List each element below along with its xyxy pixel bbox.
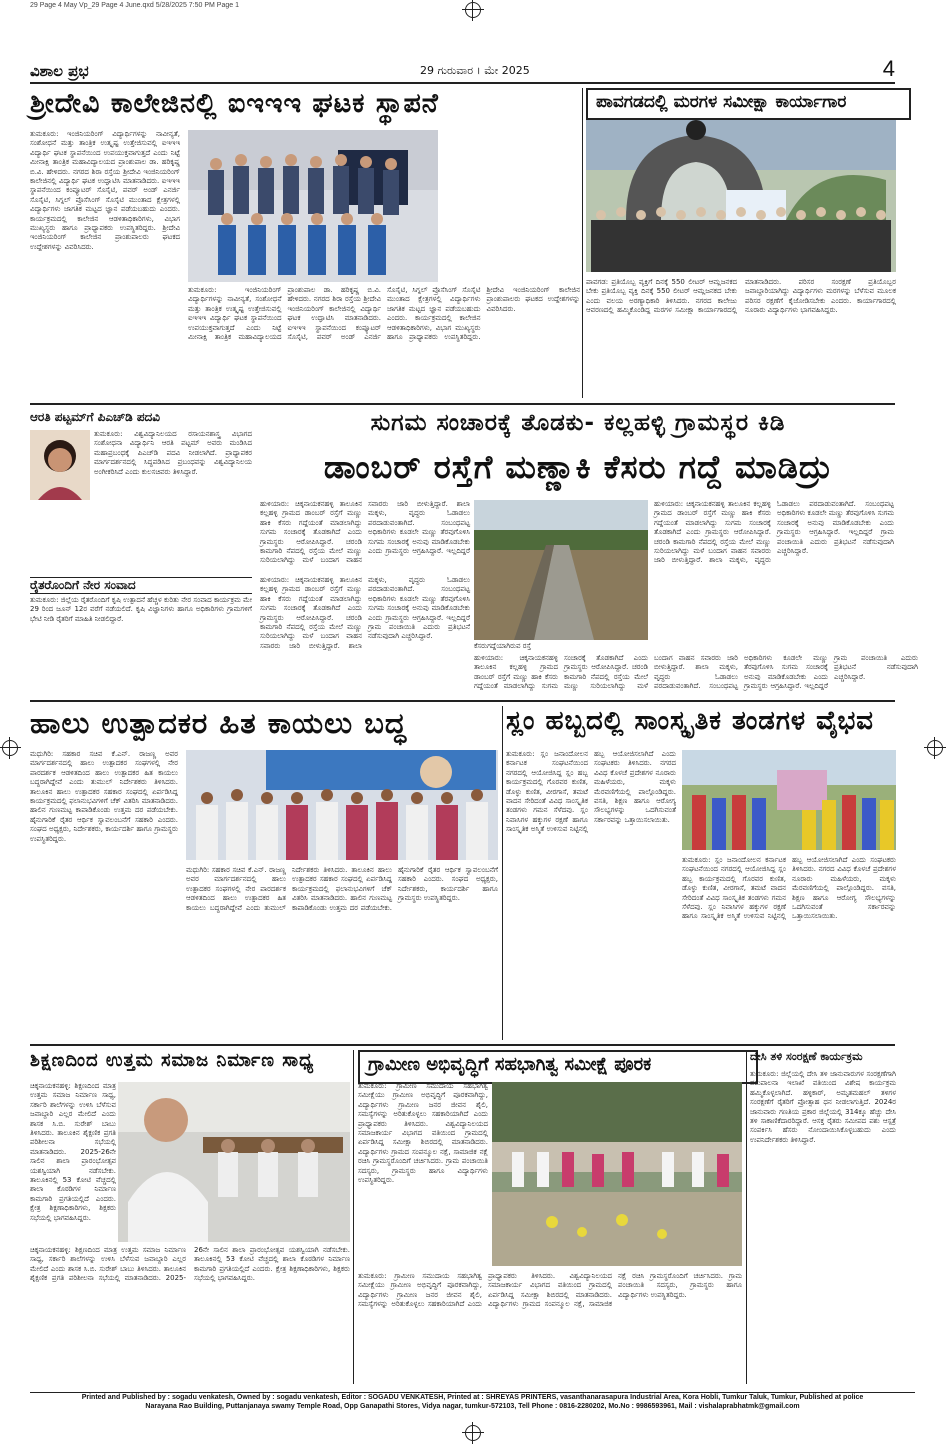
article-5-photo xyxy=(474,500,648,640)
article-10-headline: ದೇಸಿ ತಳಿ ಸಂರಕ್ಷಣೆ ಕಾರ್ಯಕ್ರಮ xyxy=(750,1050,863,1063)
article-6-headline: ಹಾಲು ಉತ್ಪಾದಕರ ಹಿತ ಕಾಯಲು ಬದ್ಧ xyxy=(30,706,407,740)
article-4-body: ತುಮಕೂರು: ಜಿಲ್ಲೆಯ ರೈತರೊಂದಿಗೆ ಕೃಷಿ ಉತ್ಪಾದನೆ ಹೆಚ್ಚಳ ಕುರಿತು ನೇರ ಸಂವಾದ ಕಾರ್ಯಕ್ರಮ ಮೇ 29 ರಿಂದ ಜೂನ್ 12ರ ವರೆಗೆ ನಡೆಯಲಿದೆ. ಕೃಷಿ ವಿಜ್ಞಾನಿಗಳು ಹಾಗೂ ಅಧಿಕಾರಿಗಳು ಗ್ರಾಮಗಳಿಗೆ ಭೇಟಿ ನೀಡಿ ರೈತರಿಗೆ ಮಾಹಿತಿ ನೀಡಲಿದ್ದಾರೆ. xyxy=(30,596,252,623)
article-5-body-bottom: ಹುಳಿಯಾರು: ಚಿಕ್ಕನಾಯಕನಹಳ್ಳಿ ತಾಲೂಕಿನ ಕಲ್ಲಹಳ್ಳಿ ಗ್ರಾಮದ ಡಾಂಬರ್ ರಸ್ತೆಗೆ ಮಣ್ಣು ಹಾಕಿ ಕೆಸರು ಗದ್ದೆಯಂತೆ ಮಾಡಲಾಗಿದ್ದು ಸುಗಮ ಸಂಚಾರಕ್ಕೆ ತೊಡಕಾಗಿದೆ ಎಂದು ಗ್ರಾಮಸ್ಥರು ಆರೋಪಿಸಿದ್ದಾರೆ. ಚರಂಡಿ ಕಾಮಗಾರಿ ನೆಪದಲ್ಲಿ ರಸ್ತೆಯ ಮೇಲೆ ಮಣ್ಣು ಸುರಿಯಲಾಗಿದ್ದು ಮಳೆ ಬಂದಾಗ ವಾಹನ ಸವಾರರು ಜಾರಿ ಬೀಳುತ್ತಿದ್ದಾರೆ. ಶಾಲಾ ಮಕ್ಕಳು, ವೃದ್ಧರು ಓಡಾಡಲು ಪರದಾಡುವಂತಾಗಿದೆ. ಸಂಬಂಧಪಟ್ಟ ಅಧಿಕಾರಿಗಳು ಕೂಡಲೇ ಮಣ್ಣು ತೆರವುಗೊಳಿಸಿ ಸುಗಮ ಸಂಚಾರಕ್ಕೆ ಅನುವು ಮಾಡಿಕೊಡಬೇಕು ಎಂದು ಗ್ರಾಮಸ್ಥರು ಆಗ್ರಹಿಸಿದ್ದಾರೆ. ಇಲ್ಲದಿದ್ದರೆ ಗ್ರಾಮ ಪಂಚಾಯಿತಿ ಎದುರು ಪ್ರತಿಭಟನೆ ನಡೆಸುವುದಾಗಿ ಎಚ್ಚರಿಸಿದ್ದಾರೆ. xyxy=(474,654,918,691)
article-7-body: ತುಮಕೂರು: ಸ್ಲಂ ಜನಾಂದೋಲನ ಕರ್ನಾಟಕ ಸಂಘಟನೆಯಿಂದ ನಗರದಲ್ಲಿ ಆಯೋಜಿಸಿದ್ದ ಸ್ಲಂ ಹಬ್ಬ ಕಾರ್ಯಕ್ರಮದಲ್ಲಿ ಗೊರವರ ಕುಣಿತ, ಡೊಳ್ಳು ಕುಣಿತ, ವೀರಗಾಸೆ, ತಮಟೆ ವಾದನ ಸೇರಿದಂತೆ ವಿವಿಧ ಸಾಂಸ್ಕೃತಿಕ ತಂಡಗಳು ಗಮನ ಸೆಳೆದವು. ಸ್ಲಂ ನಿವಾಸಿಗಳ ಹಕ್ಕುಗಳ ರಕ್ಷಣೆ ಹಾಗೂ ಸಾಂಸ್ಕೃತಿಕ ಅಸ್ಮಿತೆ ಉಳಿಸುವ ನಿಟ್ಟಿನಲ್ಲಿ ಹಬ್ಬ ಆಯೋಜಿಸಲಾಗಿದೆ ಎಂದು ಸಂಘಟಕರು ತಿಳಿಸಿದರು. ನಗರದ ವಿವಿಧ ಕೊಳಚೆ ಪ್ರದೇಶಗಳ ನೂರಾರು ಮಹಿಳೆಯರು, ಮಕ್ಕಳು ಮೆರವಣಿಗೆಯಲ್ಲಿ ಪಾಲ್ಗೊಂಡಿದ್ದರು. ವಸತಿ, ಶಿಕ್ಷಣ ಹಾಗೂ ಆರೋಗ್ಯ ಸೌಲಭ್ಯಗಳನ್ನು ಒದಗಿಸುವಂತೆ ಸರ್ಕಾರವನ್ನು ಒತ್ತಾಯಿಸಲಾಯಿತು. xyxy=(506,750,676,834)
imprint-footer xyxy=(30,1392,915,1415)
article-10-body: ತುಮಕೂರು: ಜಿಲ್ಲೆಯಲ್ಲಿ ದೇಸಿ ತಳಿ ಜಾನುವಾರುಗಳ ಸಂರಕ್ಷಣೆಗಾಗಿ ಪಶುಪಾಲನಾ ಇಲಾಖೆ ವತಿಯಿಂದ ವಿಶೇಷ ಕಾರ್ಯಕ್ರಮ ಹಮ್ಮಿಕೊಳ್ಳಲಾಗಿದೆ. ಹಳ್ಳಿಕಾರ್, ಅಮೃತಮಹಲ್ ತಳಿಗಳ ಸಂರಕ್ಷಣೆಗೆ ರೈತರಿಗೆ ಪ್ರೋತ್ಸಾಹ ಧನ ನೀಡಲಾಗುತ್ತಿದೆ. 2024ರ ಜಾನುವಾರು ಗಣತಿಯ ಪ್ರಕಾರ ಜಿಲ್ಲೆಯಲ್ಲಿ 314ಕ್ಕೂ ಹೆಚ್ಚು ದೇಸಿ ತಳಿ ಸಾಕಾಣಿಕೆದಾರರಿದ್ದಾರೆ. ಆಸಕ್ತ ರೈತರು ಸಮೀಪದ ಪಶು ಆಸ್ಪತ್ರೆ ಸಂಪರ್ಕಿಸಿ ಹೆಸರು ನೋಂದಾಯಿಸಿಕೊಳ್ಳಬಹುದು ಎಂದು ಉಪನಿರ್ದೇಶಕರು ತಿಳಿಸಿದ್ದಾರೆ. xyxy=(750,1070,896,1144)
registration-mark-left xyxy=(2,740,18,756)
section-rule xyxy=(30,700,895,702)
article-1-body: ತುಮಕೂರು: ಇಂಜಿನಿಯರಿಂಗ್ ವಿದ್ಯಾರ್ಥಿಗಳನ್ನು ನಾವೀನ್ಯತೆ, ಸಂಶೋಧನೆ ಮತ್ತು ತಾಂತ್ರಿಕ ಉತ್ಕೃಷ್ಟ ಉತ್ತೇಜಿಸುವಲ್ಲಿ ಐಇಇಇ ವಿದ್ಯಾರ್ಥಿ ಘಟಕ ಸ್ಥಾಪನೆಯಿಂದ ಉಪಯುಕ್ತವಾಗುತ್ತದೆ ಎಂದು ನಿಟ್ಟೆ ಮೀನಾಕ್ಷಿ ತಾಂತ್ರಿಕ ಮಹಾವಿದ್ಯಾಲಯದ ಪ್ರಾಂಶುಪಾಲ ಡಾ. ಹರಿಕೃಷ್ಣ ಬಿ.ವಿ. ಹೇಳಿದರು. ನಗರದ ಶಿರಾ ರಸ್ತೆಯ ಶ್ರೀದೇವಿ ಇಂಜಿನಿಯರಿಂಗ್ ಕಾಲೇಜಿನಲ್ಲಿ ವಿದ್ಯಾರ್ಥಿ ಘಟಕ ಉದ್ಘಾಟಿಸಿ ಮಾತನಾಡಿದರು. ಐಇಇಇ ಸ್ಥಾಪನೆಯಿಂದ ಕಂಪ್ಯೂಟರ್ ಸೊಸೈಟಿ, ಪವರ್ ಅಂಡ್ ಎನರ್ಜಿ ಸೊಸೈಟಿ, ಸಿಗ್ನಲ್ ಪ್ರೊಸೆಸಿಂಗ್ ಸೊಸೈಟಿ ಮುಂತಾದ ಕ್ಷೇತ್ರಗಳಲ್ಲಿ ವಿದ್ಯಾರ್ಥಿಗಳು ಜಾಗತಿಕ ಮಟ್ಟದ ಜ್ಞಾನ ಪಡೆಯಬಹುದು ಎಂದರು. ಕಾರ್ಯಕ್ರಮದಲ್ಲಿ ಕಾಲೇಜಿನ ಆಡಳಿತಾಧಿಕಾರಿಗಳು, ವಿಭಾಗ ಮುಖ್ಯಸ್ಥರು ಹಾಗೂ ಪ್ರಾಧ್ಯಾಪಕರು ಉಪಸ್ಥಿತರಿದ್ದರು. ಶ್ರೀದೇವಿ ಇಂಜಿನಿಯರಿಂಗ್ ಕಾಲೇಜಿನ ಪ್ರಾಂಶುಪಾಲರು ಘಟಕದ ಉದ್ದೇಶಗಳನ್ನು ವಿವರಿಸಿದರು. xyxy=(30,130,180,251)
page-number: 4 xyxy=(882,56,895,81)
article-3-headline: ಆರತಿ ಪಟ್ಟಮ್‌ಗೆ ಪಿಎಚ್‌ಡಿ ಪದವಿ xyxy=(30,410,161,424)
issue-date: 29 ಗುರುವಾರ । ಮೇ 2025 xyxy=(420,64,530,77)
masthead xyxy=(30,56,895,84)
meeting-photo-icon xyxy=(186,750,498,860)
speaker-photo-icon xyxy=(118,1082,350,1242)
section-rule xyxy=(30,1044,895,1046)
article-6-body-continued: ಮಧುಗಿರಿ: ಸಹಕಾರ ಸಚಿವ ಕೆ.ಎನ್. ರಾಜಣ್ಣ ಅವರ ಮಾರ್ಗದರ್ಶನದಲ್ಲಿ ಹಾಲು ಉತ್ಪಾದಕರ ಸಂಘಗಳಲ್ಲಿ ನೇರ ಪಾರದರ್ಶಕ ಆಡಳಿತದಿಂದ ಹಾಲು ಉತ್ಪಾದಕರ ಹಿತ ಕಾಯಲು ಬದ್ಧರಾಗಿದ್ದೇವೆ ಎಂದು ತುಮುಲ್ ನಿರ್ದೇಶಕರು ತಿಳಿಸಿದರು. ತಾಲೂಕಿನ ಹಾಲು ಉತ್ಪಾದಕರ ಸಹಕಾರ ಸಂಘದಲ್ಲಿ ಏರ್ಪಡಿಸಿದ್ದ ಕಾರ್ಯಕ್ರಮದಲ್ಲಿ ಫಲಾನುಭವಿಗಳಿಗೆ ಚೆಕ್ ವಿತರಿಸಿ ಮಾತನಾಡಿದರು. ಹಾಲಿನ ಗುಣಮಟ್ಟ ಕಾಪಾಡಿಕೊಂಡು ಉತ್ತಮ ದರ ಪಡೆಯಬೇಕು. ಹೈನುಗಾರಿಕೆ ರೈತರ ಆರ್ಥಿಕ ಸ್ವಾವಲಂಬನೆಗೆ ಸಹಕಾರಿ ಎಂದರು. ಸಂಘದ ಅಧ್ಯಕ್ಷರು, ನಿರ್ದೇಶಕರು, ಕಾರ್ಯದರ್ಶಿ ಹಾಗೂ ಗ್ರಾಮಸ್ಥರು ಉಪಸ್ಥಿತರಿದ್ದರು. xyxy=(186,866,498,912)
article-5-caption: ಕೆಸರುಗದ್ದೆಯಾಗಿರುವ ರಸ್ತೆ xyxy=(474,642,532,650)
article-8-body-continued: ಚಿಕ್ಕನಾಯಕನಹಳ್ಳಿ: ಶಿಕ್ಷಣದಿಂದ ಮಾತ್ರ ಉತ್ತಮ ಸಮಾಜ ನಿರ್ಮಾಣ ಸಾಧ್ಯ, ಸರ್ಕಾರಿ ಶಾಲೆಗಳನ್ನು ಉಳಿಸಿ ಬೆಳೆಸುವ ಜವಾಬ್ದಾರಿ ಎಲ್ಲರ ಮೇಲಿದೆ ಎಂದು ಶಾಸಕ ಸಿ.ಬಿ. ಸುರೇಶ್ ಬಾಬು ತಿಳಿಸಿದರು. ತಾಲೂಕಿನ ಶೈಕ್ಷಣಿಕ ಪ್ರಗತಿ ಪರಿಶೀಲನಾ ಸಭೆಯಲ್ಲಿ ಮಾತನಾಡಿದರು. 2025-26ನೇ ಸಾಲಿನ ಶಾಲಾ ಪ್ರಾರಂಭೋತ್ಸವ ಯಶಸ್ವಿಯಾಗಿ ನಡೆಸಬೇಕು. ತಾಲೂಕಿನಲ್ಲಿ 53 ಕೋಟಿ ವೆಚ್ಚದಲ್ಲಿ ಶಾಲಾ ಕೊಠಡಿಗಳ ನಿರ್ಮಾಣ ಕಾಮಗಾರಿ ಪ್ರಗತಿಯಲ್ಲಿದೆ ಎಂದರು. ಕ್ಷೇತ್ರ ಶಿಕ್ಷಣಾಧಿಕಾರಿಗಳು, ಶಿಕ್ಷಕರು ಸಭೆಯಲ್ಲಿ ಭಾಗವಹಿಸಿದ್ದರು. xyxy=(30,1246,350,1283)
article-8-body: ಚಿಕ್ಕನಾಯಕನಹಳ್ಳಿ: ಶಿಕ್ಷಣದಿಂದ ಮಾತ್ರ ಉತ್ತಮ ಸಮಾಜ ನಿರ್ಮಾಣ ಸಾಧ್ಯ, ಸರ್ಕಾರಿ ಶಾಲೆಗಳನ್ನು ಉಳಿಸಿ ಬೆಳೆಸುವ ಜವಾಬ್ದಾರಿ ಎಲ್ಲರ ಮೇಲಿದೆ ಎಂದು ಶಾಸಕ ಸಿ.ಬಿ. ಸುರೇಶ್ ಬಾಬು ತಿಳಿಸಿದರು. ತಾಲೂಕಿನ ಶೈಕ್ಷಣಿಕ ಪ್ರಗತಿ ಪರಿಶೀಲನಾ ಸಭೆಯಲ್ಲಿ ಮಾತನಾಡಿದರು. 2025-26ನೇ ಸಾಲಿನ ಶಾಲಾ ಪ್ರಾರಂಭೋತ್ಸವ ಯಶಸ್ವಿಯಾಗಿ ನಡೆಸಬೇಕು. ತಾಲೂಕಿನಲ್ಲಿ 53 ಕೋಟಿ ವೆಚ್ಚದಲ್ಲಿ ಶಾಲಾ ಕೊಠಡಿಗಳ ನಿರ್ಮಾಣ ಕಾಮಗಾರಿ ಪ್ರಗತಿಯಲ್ಲಿದೆ ಎಂದರು. ಕ್ಷೇತ್ರ ಶಿಕ್ಷಣಾಧಿಕಾರಿಗಳು, ಶಿಕ್ಷಕರು ಸಭೆಯಲ್ಲಿ ಭಾಗವಹಿಸಿದ್ದರು. xyxy=(30,1082,116,1222)
article-9-body-continued: ತುಮಕೂರು: ಗ್ರಾಮೀಣ ಸಮುದಾಯ ಸಹಭಾಗಿತ್ವ ಸಮೀಕ್ಷೆಯು ಗ್ರಾಮೀಣ ಅಭಿವೃದ್ಧಿಗೆ ಪೂರಕವಾಗಿದ್ದು, ವಿದ್ಯಾರ್ಥಿಗಳು ಗ್ರಾಮೀಣ ಜನರ ಜೀವನ ಶೈಲಿ, ಸಮಸ್ಯೆಗಳನ್ನು ಅರಿತುಕೊಳ್ಳಲು ಸಹಕಾರಿಯಾಗಿದೆ ಎಂದು ಪ್ರಾಧ್ಯಾಪಕರು ತಿಳಿಸಿದರು. ವಿಶ್ವವಿದ್ಯಾನಿಲಯದ ಸಮಾಜಕಾರ್ಯ ವಿಭಾಗದ ವತಿಯಿಂದ ಗ್ರಾಮದಲ್ಲಿ ಏರ್ಪಡಿಸಿದ್ದ ಸಮೀಕ್ಷಾ ಶಿಬಿರದಲ್ಲಿ ಮಾತನಾಡಿದರು. ವಿದ್ಯಾರ್ಥಿಗಳು ಗ್ರಾಮದ ಸಂಪನ್ಮೂಲ ನಕ್ಷೆ, ಸಾಮಾಜಿಕ ನಕ್ಷೆ ರಚಿಸಿ ಗ್ರಾಮಸ್ಥರೊಂದಿಗೆ ಚರ್ಚಿಸಿದರು. ಗ್ರಾಮ ಪಂಚಾಯಿತಿ ಸದಸ್ಯರು, ಗ್ರಾಮಸ್ಥರು ಹಾಗೂ ವಿದ್ಯಾರ್ಥಿಗಳು ಉಪಸ್ಥಿತರಿದ್ದರು. xyxy=(358,1272,742,1309)
article-7-photo xyxy=(682,750,896,850)
section-rule xyxy=(30,403,895,405)
article-8-headline: ಶಿಕ್ಷಣದಿಂದ ಉತ್ತಮ ಸಮಾಜ ನಿರ್ಮಾಣ ಸಾಧ್ಯ xyxy=(30,1050,315,1071)
registration-mark-bottom xyxy=(465,1425,481,1441)
column-divider xyxy=(502,706,503,1040)
article-1-photo xyxy=(188,130,438,282)
article-8-photo xyxy=(118,1082,350,1242)
festival-photo-icon xyxy=(682,750,896,850)
article-3-body: ತುಮಕೂರು: ವಿಶ್ವವಿದ್ಯಾನಿಲಯದ ರಸಾಯನಶಾಸ್ತ್ರ ವಿಭಾಗದ ಸಂಶೋಧನಾ ವಿದ್ಯಾರ್ಥಿನಿ ಆರತಿ ಪಟ್ಟಮ್ ಅವರು ಮಂಡಿಸಿದ ಮಹಾಪ್ರಬಂಧಕ್ಕೆ ಪಿಎಚ್‌ಡಿ ಪದವಿ ನೀಡಲಾಗಿದೆ. ಪ್ರಾಧ್ಯಾಪಕರ ಮಾರ್ಗದರ್ಶನದಲ್ಲಿ ಸಿದ್ಧಪಡಿಸಿದ ಪ್ರಬಂಧವನ್ನು ವಿಶ್ವವಿದ್ಯಾನಿಲಯ ಅಂಗೀಕರಿಸಿದೆ ಎಂದು ಕುಲಸಚಿವರು ತಿಳಿಸಿದ್ದಾರೆ. xyxy=(94,430,252,476)
imprint-line-1: Printed and Published by : sogadu venkatesh, Owned by : sogadu venkatesh, Editor : SOGADU VENKATESH, Printed at : SHREYAS PRINTERS, vasanthanarasapura Industrial Area, Kora Hobli, Tumkur Taluk, Tumkur, Published at police xyxy=(81,1394,864,1401)
village-photo-icon xyxy=(492,1082,742,1266)
article-5-body: ಹುಳಿಯಾರು: ಚಿಕ್ಕನಾಯಕನಹಳ್ಳಿ ತಾಲೂಕಿನ ಕಲ್ಲಹಳ್ಳಿ ಗ್ರಾಮದ ಡಾಂಬರ್ ರಸ್ತೆಗೆ ಮಣ್ಣು ಹಾಕಿ ಕೆಸರು ಗದ್ದೆಯಂತೆ ಮಾಡಲಾಗಿದ್ದು ಸುಗಮ ಸಂಚಾರಕ್ಕೆ ತೊಡಕಾಗಿದೆ ಎಂದು ಗ್ರಾಮಸ್ಥರು ಆರೋಪಿಸಿದ್ದಾರೆ. ಚರಂಡಿ ಕಾಮಗಾರಿ ನೆಪದಲ್ಲಿ ರಸ್ತೆಯ ಮೇಲೆ ಮಣ್ಣು ಸುರಿಯಲಾಗಿದ್ದು ಮಳೆ ಬಂದಾಗ ವಾಹನ ಸವಾರರು ಜಾರಿ ಬೀಳುತ್ತಿದ್ದಾರೆ. ಶಾಲಾ ಮಕ್ಕಳು, ವೃದ್ಧರು ಓಡಾಡಲು ಪರದಾಡುವಂತಾಗಿದೆ. ಸಂಬಂಧಪಟ್ಟ ಅಧಿಕಾರಿಗಳು ಕೂಡಲೇ ಮಣ್ಣು ತೆರವುಗೊಳಿಸಿ ಸುಗಮ ಸಂಚಾರಕ್ಕೆ ಅನುವು ಮಾಡಿಕೊಡಬೇಕು ಎಂದು ಗ್ರಾಮಸ್ಥರು ಆಗ್ರಹಿಸಿದ್ದಾರೆ. ಇಲ್ಲದಿದ್ದರೆ xyxy=(260,500,470,565)
newspaper-name: ವಿಶಾಲ ಪ್ರಭ xyxy=(30,62,89,80)
crowd-photo-icon xyxy=(586,120,896,272)
article-5-kicker: ಸುಗಮ ಸಂಚಾರಕ್ಕೆ ತೊಡಕು- ಕಲ್ಲಹಳ್ಳಿ ಗ್ರಾಮಸ್ಥರ ಕಿಡಿ xyxy=(370,410,786,436)
muddy-road-icon xyxy=(474,500,648,640)
imprint-line-2: Narayana Rao Building, Puttanjanaya swamy Temple Road, Opp Ganapathi Stores, Vidya nagar, tumkur-572103, Tell Phone : 0816-2280202, Mo.No : 9986593961, Mail : vishalaprabhatmk@gmail.com xyxy=(145,1403,800,1410)
article-7-body-continued: ತುಮಕೂರು: ಸ್ಲಂ ಜನಾಂದೋಲನ ಕರ್ನಾಟಕ ಸಂಘಟನೆಯಿಂದ ನಗರದಲ್ಲಿ ಆಯೋಜಿಸಿದ್ದ ಸ್ಲಂ ಹಬ್ಬ ಕಾರ್ಯಕ್ರಮದಲ್ಲಿ ಗೊರವರ ಕುಣಿತ, ಡೊಳ್ಳು ಕುಣಿತ, ವೀರಗಾಸೆ, ತಮಟೆ ವಾದನ ಸೇರಿದಂತೆ ವಿವಿಧ ಸಾಂಸ್ಕೃತಿಕ ತಂಡಗಳು ಗಮನ ಸೆಳೆದವು. ಸ್ಲಂ ನಿವಾಸಿಗಳ ಹಕ್ಕುಗಳ ರಕ್ಷಣೆ ಹಾಗೂ ಸಾಂಸ್ಕೃತಿಕ ಅಸ್ಮಿತೆ ಉಳಿಸುವ ನಿಟ್ಟಿನಲ್ಲಿ ಹಬ್ಬ ಆಯೋಜಿಸಲಾಗಿದೆ ಎಂದು ಸಂಘಟಕರು ತಿಳಿಸಿದರು. ನಗರದ ವಿವಿಧ ಕೊಳಚೆ ಪ್ರದೇಶಗಳ ನೂರಾರು ಮಹಿಳೆಯರು, ಮಕ್ಕಳು ಮೆರವಣಿಗೆಯಲ್ಲಿ ಪಾಲ್ಗೊಂಡಿದ್ದರು. ವಸತಿ, ಶಿಕ್ಷಣ ಹಾಗೂ ಆರೋಗ್ಯ ಸೌಲಭ್ಯಗಳನ್ನು ಒದಗಿಸುವಂತೆ ಸರ್ಕಾರವನ್ನು ಒತ್ತಾಯಿಸಲಾಯಿತು. xyxy=(682,856,896,921)
article-5-body-right: ಹುಳಿಯಾರು: ಚಿಕ್ಕನಾಯಕನಹಳ್ಳಿ ತಾಲೂಕಿನ ಕಲ್ಲಹಳ್ಳಿ ಗ್ರಾಮದ ಡಾಂಬರ್ ರಸ್ತೆಗೆ ಮಣ್ಣು ಹಾಕಿ ಕೆಸರು ಗದ್ದೆಯಂತೆ ಮಾಡಲಾಗಿದ್ದು ಸುಗಮ ಸಂಚಾರಕ್ಕೆ ತೊಡಕಾಗಿದೆ ಎಂದು ಗ್ರಾಮಸ್ಥರು ಆರೋಪಿಸಿದ್ದಾರೆ. ಚರಂಡಿ ಕಾಮಗಾರಿ ನೆಪದಲ್ಲಿ ರಸ್ತೆಯ ಮೇಲೆ ಮಣ್ಣು ಸುರಿಯಲಾಗಿದ್ದು ಮಳೆ ಬಂದಾಗ ವಾಹನ ಸವಾರರು ಜಾರಿ ಬೀಳುತ್ತಿದ್ದಾರೆ. ಶಾಲಾ ಮಕ್ಕಳು, ವೃದ್ಧರು ಓಡಾಡಲು ಪರದಾಡುವಂತಾಗಿದೆ. ಸಂಬಂಧಪಟ್ಟ ಅಧಿಕಾರಿಗಳು ಕೂಡಲೇ ಮಣ್ಣು ತೆರವುಗೊಳಿಸಿ ಸುಗಮ ಸಂಚಾರಕ್ಕೆ ಅನುವು ಮಾಡಿಕೊಡಬೇಕು ಎಂದು ಗ್ರಾಮಸ್ಥರು ಆಗ್ರಹಿಸಿದ್ದಾರೆ. ಇಲ್ಲದಿದ್ದರೆ ಗ್ರಾಮ ಪಂಚಾಯಿತಿ ಎದುರು ಪ್ರತಿಭಟನೆ ನಡೆಸುವುದಾಗಿ ಎಚ್ಚರಿಸಿದ್ದಾರೆ. xyxy=(654,500,894,565)
article-6-body: ಮಧುಗಿರಿ: ಸಹಕಾರ ಸಚಿವ ಕೆ.ಎನ್. ರಾಜಣ್ಣ ಅವರ ಮಾರ್ಗದರ್ಶನದಲ್ಲಿ ಹಾಲು ಉತ್ಪಾದಕರ ಸಂಘಗಳಲ್ಲಿ ನೇರ ಪಾರದರ್ಶಕ ಆಡಳಿತದಿಂದ ಹಾಲು ಉತ್ಪಾದಕರ ಹಿತ ಕಾಯಲು ಬದ್ಧರಾಗಿದ್ದೇವೆ ಎಂದು ತುಮುಲ್ ನಿರ್ದೇಶಕರು ತಿಳಿಸಿದರು. ತಾಲೂಕಿನ ಹಾಲು ಉತ್ಪಾದಕರ ಸಹಕಾರ ಸಂಘದಲ್ಲಿ ಏರ್ಪಡಿಸಿದ್ದ ಕಾರ್ಯಕ್ರಮದಲ್ಲಿ ಫಲಾನುಭವಿಗಳಿಗೆ ಚೆಕ್ ವಿತರಿಸಿ ಮಾತನಾಡಿದರು. ಹಾಲಿನ ಗುಣಮಟ್ಟ ಕಾಪಾಡಿಕೊಂಡು ಉತ್ತಮ ದರ ಪಡೆಯಬೇಕು. ಹೈನುಗಾರಿಕೆ ರೈತರ ಆರ್ಥಿಕ ಸ್ವಾವಲಂಬನೆಗೆ ಸಹಕಾರಿ ಎಂದರು. ಸಂಘದ ಅಧ್ಯಕ್ಷರು, ನಿರ್ದೇಶಕರು, ಕಾರ್ಯದರ್ಶಿ ಹಾಗೂ ಗ್ರಾಮಸ್ಥರು ಉಪಸ್ಥಿತರಿದ್ದರು. xyxy=(30,750,178,843)
article-6-photo xyxy=(186,750,498,860)
article-2-body: ಪಾವಗಡ: ಪ್ರತಿಯೊಬ್ಬ ವ್ಯಕ್ತಿಗೆ ದಿನಕ್ಕೆ 550 ಲೀಟರ್ ಆಮ್ಲಜನಕದ ಬೇಕು ಪ್ರತಿಯೊಬ್ಬ ವ್ಯಕ್ತಿ ದಿನಕ್ಕೆ 550 ಲೀಟರ್ ಆಮ್ಲಜನಕದ ಬೇಕು ಎಂದು ವಲಯ ಅರಣ್ಯಾಧಿಕಾರಿ ತಿಳಿಸಿದರು. ನಗರದ ಕಾಲೇಜು ಆವರಣದಲ್ಲಿ ಹಮ್ಮಿಕೊಂಡಿದ್ದ ಮರಗಳ ಸಮೀಕ್ಷಾ ಕಾರ್ಯಾಗಾರದಲ್ಲಿ ಮಾತನಾಡಿದರು. ಪರಿಸರ ಸಂರಕ್ಷಣೆ ಪ್ರತಿಯೊಬ್ಬರ ಜವಾಬ್ದಾರಿಯಾಗಿದ್ದು ವಿದ್ಯಾರ್ಥಿಗಳು ಮರಗಳನ್ನು ಬೆಳೆಸುವ ಮೂಲಕ ಪರಿಸರ ರಕ್ಷಣೆಗೆ ಕೈಜೋಡಿಸಬೇಕು ಎಂದರು. ಕಾರ್ಯಾಗಾರದಲ್ಲಿ ನೂರಾರು ವಿದ್ಯಾರ್ಥಿಗಳು ಭಾಗವಹಿಸಿದ್ದರು. xyxy=(586,278,896,315)
article-3-portrait xyxy=(30,430,90,500)
article-7-headline: ಸ್ಲಂ ಹಬ್ಬದಲ್ಲಿ ಸಾಂಸ್ಕೃತಿಕ ತಂಡಗಳ ವೈಭವ xyxy=(506,706,874,736)
column-divider xyxy=(746,1050,747,1384)
article-4-headline: ರೈತರೊಂದಿಗೆ ನೇರ ಸಂವಾದ xyxy=(30,577,252,594)
article-1-body-continued: ತುಮಕೂರು: ಇಂಜಿನಿಯರಿಂಗ್ ವಿದ್ಯಾರ್ಥಿಗಳನ್ನು ನಾವೀನ್ಯತೆ, ಸಂಶೋಧನೆ ಮತ್ತು ತಾಂತ್ರಿಕ ಉತ್ಕೃಷ್ಟ ಉತ್ತೇಜಿಸುವಲ್ಲಿ ಐಇಇಇ ವಿದ್ಯಾರ್ಥಿ ಘಟಕ ಸ್ಥಾಪನೆಯಿಂದ ಉಪಯುಕ್ತವಾಗುತ್ತದೆ ಎಂದು ನಿಟ್ಟೆ ಮೀನಾಕ್ಷಿ ತಾಂತ್ರಿಕ ಮಹಾವಿದ್ಯಾಲಯದ ಪ್ರಾಂಶುಪಾಲ ಡಾ. ಹರಿಕೃಷ್ಣ ಬಿ.ವಿ. ಹೇಳಿದರು. ನಗರದ ಶಿರಾ ರಸ್ತೆಯ ಶ್ರೀದೇವಿ ಇಂಜಿನಿಯರಿಂಗ್ ಕಾಲೇಜಿನಲ್ಲಿ ವಿದ್ಯಾರ್ಥಿ ಘಟಕ ಉದ್ಘಾಟಿಸಿ ಮಾತನಾಡಿದರು. ಐಇಇಇ ಸ್ಥಾಪನೆಯಿಂದ ಕಂಪ್ಯೂಟರ್ ಸೊಸೈಟಿ, ಪವರ್ ಅಂಡ್ ಎನರ್ಜಿ ಸೊಸೈಟಿ, ಸಿಗ್ನಲ್ ಪ್ರೊಸೆಸಿಂಗ್ ಸೊಸೈಟಿ ಮುಂತಾದ ಕ್ಷೇತ್ರಗಳಲ್ಲಿ ವಿದ್ಯಾರ್ಥಿಗಳು ಜಾಗತಿಕ ಮಟ್ಟದ ಜ್ಞಾನ ಪಡೆಯಬಹುದು ಎಂದರು. ಕಾರ್ಯಕ್ರಮದಲ್ಲಿ ಕಾಲೇಜಿನ ಆಡಳಿತಾಧಿಕಾರಿಗಳು, ವಿಭಾಗ ಮುಖ್ಯಸ್ಥರು ಹಾಗೂ ಪ್ರಾಧ್ಯಾಪಕರು ಉಪಸ್ಥಿತರಿದ್ದರು. ಶ್ರೀದೇವಿ ಇಂಜಿನಿಯರಿಂಗ್ ಕಾಲೇಜಿನ ಪ್ರಾಂಶುಪಾಲರು ಘಟಕದ ಉದ್ದೇಶಗಳನ್ನು ವಿವರಿಸಿದರು. xyxy=(188,286,580,342)
article-9-photo xyxy=(492,1082,742,1266)
article-9-headline: ಗ್ರಾಮೀಣ ಅಭಿವೃದ್ಧಿಗೆ ಸಹಭಾಗಿತ್ವ ಸಮೀಕ್ಷೆ ಪೂರಕ xyxy=(358,1050,758,1084)
registration-mark-top xyxy=(465,2,481,18)
print-info: 29 Page 4 May Vp_29 Page 4 June.qxd 5/28/2025 7:50 PM Page 1 xyxy=(30,2,239,9)
portrait-icon xyxy=(30,430,90,500)
article-9-body: ತುಮಕೂರು: ಗ್ರಾಮೀಣ ಸಮುದಾಯ ಸಹಭಾಗಿತ್ವ ಸಮೀಕ್ಷೆಯು ಗ್ರಾಮೀಣ ಅಭಿವೃದ್ಧಿಗೆ ಪೂರಕವಾಗಿದ್ದು, ವಿದ್ಯಾರ್ಥಿಗಳು ಗ್ರಾಮೀಣ ಜನರ ಜೀವನ ಶೈಲಿ, ಸಮಸ್ಯೆಗಳನ್ನು ಅರಿತುಕೊಳ್ಳಲು ಸಹಕಾರಿಯಾಗಿದೆ ಎಂದು ಪ್ರಾಧ್ಯಾಪಕರು ತಿಳಿಸಿದರು. ವಿಶ್ವವಿದ್ಯಾನಿಲಯದ ಸಮಾಜಕಾರ್ಯ ವಿಭಾಗದ ವತಿಯಿಂದ ಗ್ರಾಮದಲ್ಲಿ ಏರ್ಪಡಿಸಿದ್ದ ಸಮೀಕ್ಷಾ ಶಿಬಿರದಲ್ಲಿ ಮಾತನಾಡಿದರು. ವಿದ್ಯಾರ್ಥಿಗಳು ಗ್ರಾಮದ ಸಂಪನ್ಮೂಲ ನಕ್ಷೆ, ಸಾಮಾಜಿಕ ನಕ್ಷೆ ರಚಿಸಿ ಗ್ರಾಮಸ್ಥರೊಂದಿಗೆ ಚರ್ಚಿಸಿದರು. ಗ್ರಾಮ ಪಂಚಾಯಿತಿ ಸದಸ್ಯರು, ಗ್ರಾಮಸ್ಥರು ಹಾಗೂ ವಿದ್ಯಾರ್ಥಿಗಳು ಉಪಸ್ಥಿತರಿದ್ದರು. xyxy=(358,1082,488,1185)
article-1-headline: ಶ್ರೀದೇವಿ ಕಾಲೇಜಿನಲ್ಲಿ ಐಇಇಇ ಘಟಕ ಸ್ಥಾಪನೆ xyxy=(30,88,439,119)
registration-mark-right xyxy=(927,740,943,756)
column-divider xyxy=(582,88,583,398)
article-2-headline: ಪಾವಗಡದಲ್ಲಿ ಮರಗಳ ಸಮೀಕ್ಷಾ ಕಾರ್ಯಾಗಾರ xyxy=(586,88,911,120)
article-2-photo xyxy=(586,120,896,272)
column-divider xyxy=(353,1050,354,1384)
group-photo-icon xyxy=(188,130,438,282)
article-5-headline: ಡಾಂಬರ್ ರಸ್ತೆಗೆ ಮಣ್ಣಾಕಿ ಕೆಸರು ಗದ್ದೆ ಮಾಡಿದ್ರು xyxy=(323,448,833,486)
article-5-body-lower: ಹುಳಿಯಾರು: ಚಿಕ್ಕನಾಯಕನಹಳ್ಳಿ ತಾಲೂಕಿನ ಕಲ್ಲಹಳ್ಳಿ ಗ್ರಾಮದ ಡಾಂಬರ್ ರಸ್ತೆಗೆ ಮಣ್ಣು ಹಾಕಿ ಕೆಸರು ಗದ್ದೆಯಂತೆ ಮಾಡಲಾಗಿದ್ದು ಸುಗಮ ಸಂಚಾರಕ್ಕೆ ತೊಡಕಾಗಿದೆ ಎಂದು ಗ್ರಾಮಸ್ಥರು ಆರೋಪಿಸಿದ್ದಾರೆ. ಚರಂಡಿ ಕಾಮಗಾರಿ ನೆಪದಲ್ಲಿ ರಸ್ತೆಯ ಮೇಲೆ ಮಣ್ಣು ಸುರಿಯಲಾಗಿದ್ದು ಮಳೆ ಬಂದಾಗ ವಾಹನ ಸವಾರರು ಜಾರಿ ಬೀಳುತ್ತಿದ್ದಾರೆ. ಶಾಲಾ ಮಕ್ಕಳು, ವೃದ್ಧರು ಓಡಾಡಲು ಪರದಾಡುವಂತಾಗಿದೆ. ಸಂಬಂಧಪಟ್ಟ ಅಧಿಕಾರಿಗಳು ಕೂಡಲೇ ಮಣ್ಣು ತೆರವುಗೊಳಿಸಿ ಸುಗಮ ಸಂಚಾರಕ್ಕೆ ಅನುವು ಮಾಡಿಕೊಡಬೇಕು ಎಂದು ಗ್ರಾಮಸ್ಥರು ಆಗ್ರಹಿಸಿದ್ದಾರೆ. ಇಲ್ಲದಿದ್ದರೆ ಗ್ರಾಮ ಪಂಚಾಯಿತಿ ಎದುರು ಪ್ರತಿಭಟನೆ ನಡೆಸುವುದಾಗಿ ಎಚ್ಚರಿಸಿದ್ದಾರೆ. xyxy=(260,576,470,650)
